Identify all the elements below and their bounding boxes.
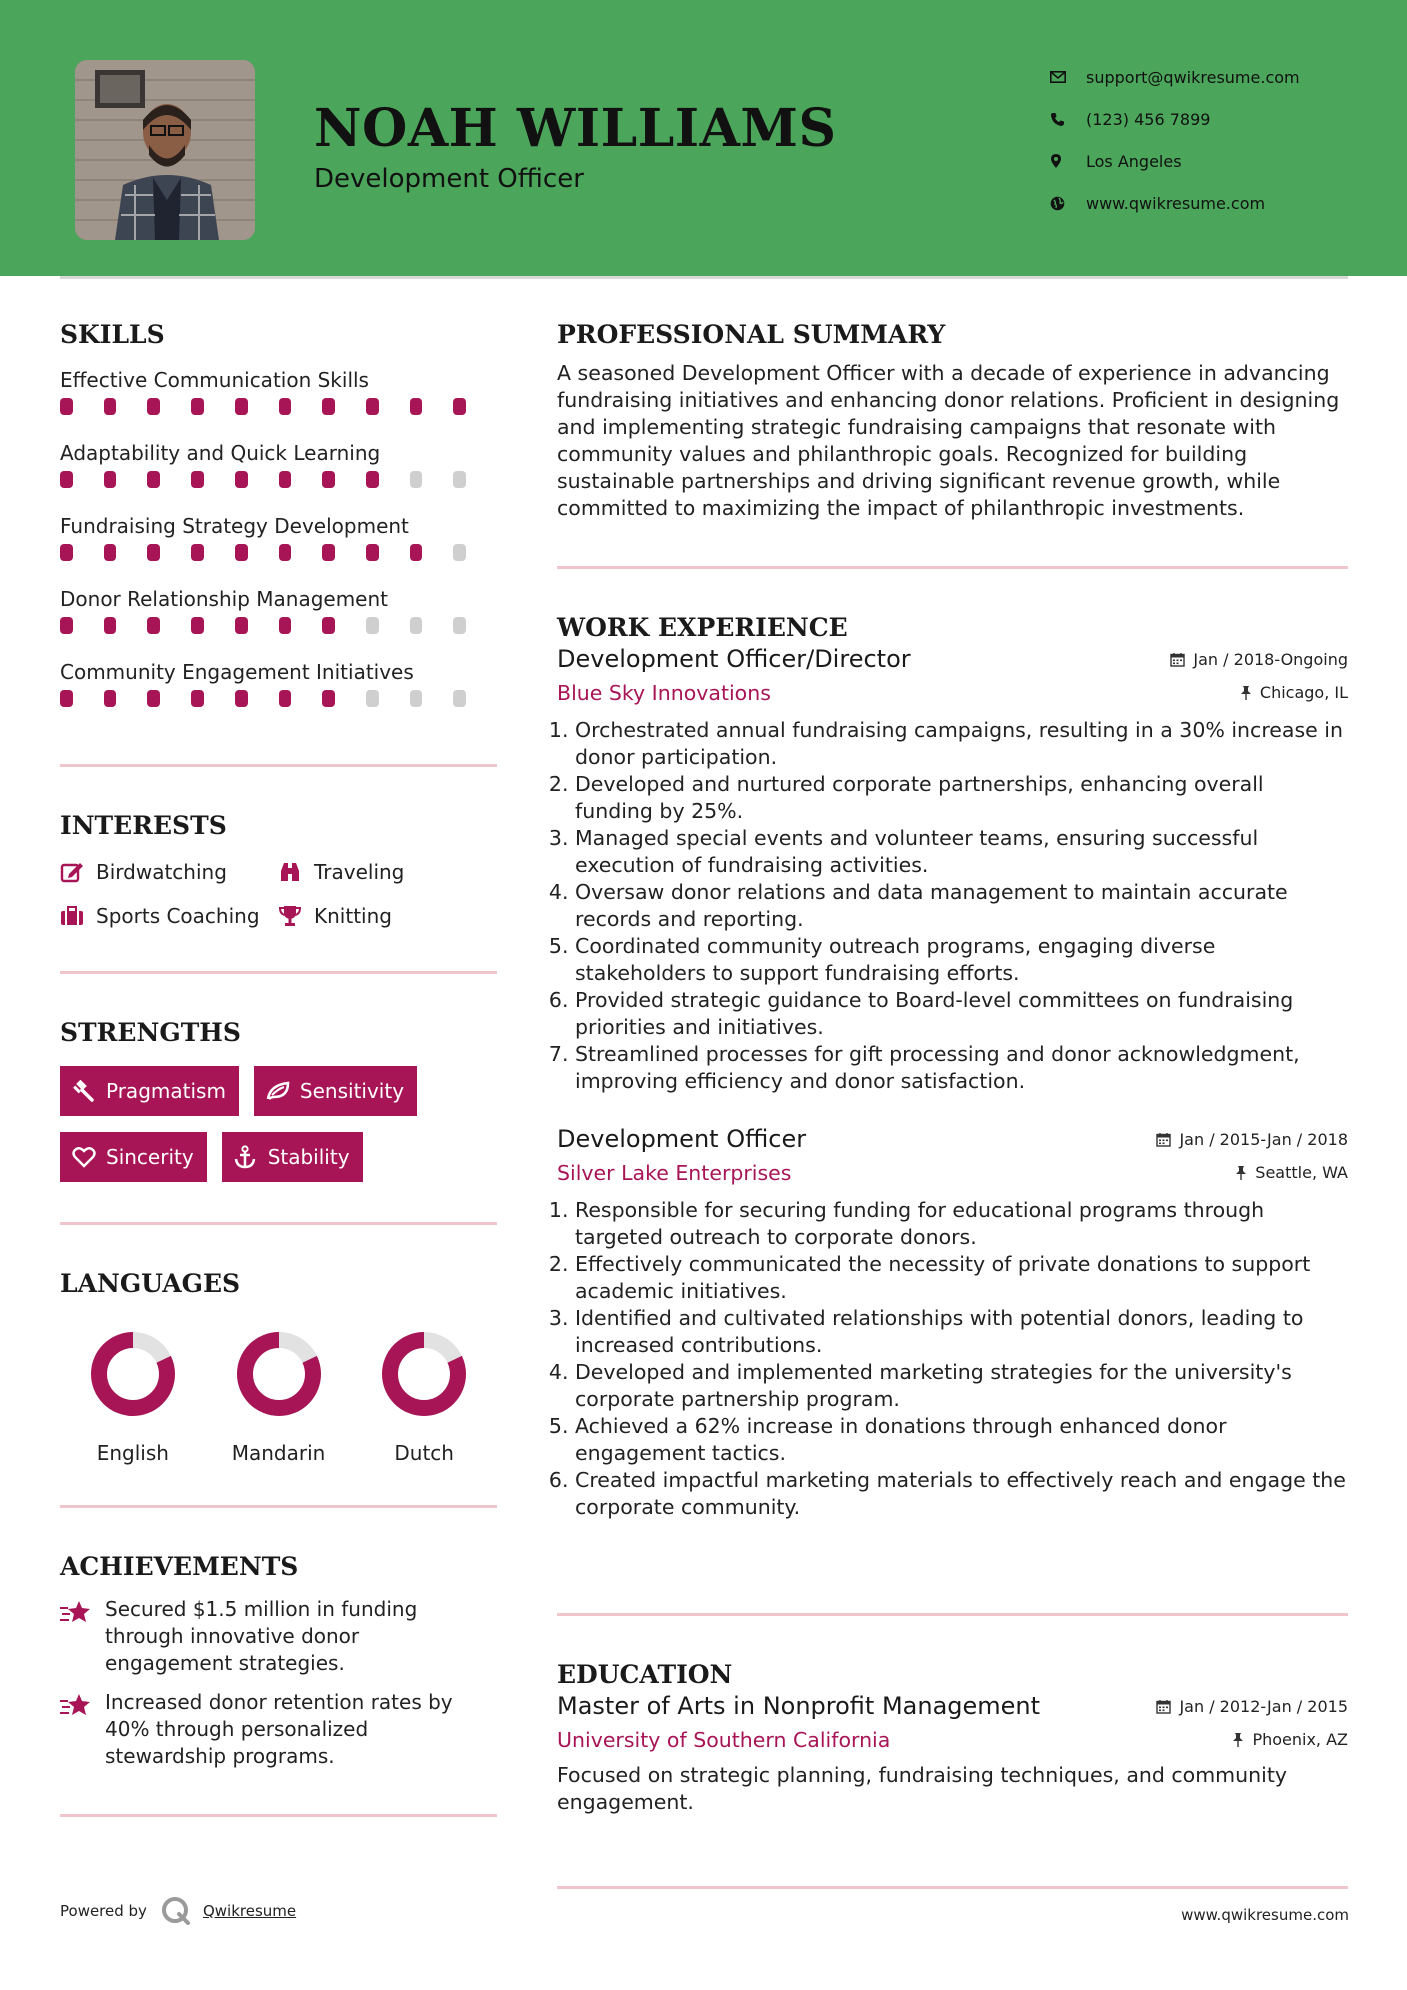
trophy-icon [278, 905, 314, 927]
strength-label: Sensitivity [299, 1079, 405, 1103]
rating-dot-filled [235, 690, 248, 707]
interest-item [278, 901, 488, 931]
language-item [60, 1329, 206, 1465]
calendar-icon [1170, 652, 1185, 667]
job-location [1240, 683, 1348, 702]
rating-dot-filled [147, 544, 160, 561]
rating-dot-empty [366, 617, 379, 634]
rating-dot-filled [366, 471, 379, 488]
resume-header [0, 0, 1407, 276]
job-header [557, 645, 1348, 673]
rating-dot-filled [191, 617, 204, 634]
rating-dot-filled [104, 617, 117, 634]
job-location-text: Chicago, IL [1259, 683, 1348, 702]
skill-rating [60, 617, 497, 634]
pushpin-icon [1235, 1165, 1247, 1180]
achievement-text: Increased donor retention rates by 40% through personalized stewardship programs. [105, 1690, 453, 1768]
summary-text: A seasoned Development Officer with a decade of experience in advancing fundraising initiatives and enhancing donor relations. Proficient in designing and implementing strategic fundraising campaigns that resonate with community values and philanthropic goals. Recognized for building sustainable partnerships and driving significant revenue growth, while committed to maximizing the impact of philanthropic investments. [557, 361, 1340, 520]
rating-dot-filled [279, 471, 292, 488]
education-location [1232, 1730, 1348, 1749]
rating-dot-empty [410, 690, 423, 707]
rating-dot-empty [366, 690, 379, 707]
footer-powered-by [60, 1896, 296, 1926]
envelope-icon [1050, 71, 1086, 83]
education-section [557, 1616, 1348, 1886]
star-icon [60, 1689, 105, 1770]
job-title: Development Officer [557, 1125, 807, 1153]
education-description: Focused on strategic planning, fundraising techniques, and community engagement. [557, 1763, 1288, 1814]
education-location-text: Phoenix, AZ [1252, 1730, 1348, 1749]
star-icon [60, 1596, 105, 1677]
powered-by-label: Powered by [60, 1902, 147, 1920]
language-level-ring [379, 1329, 469, 1419]
skill-item [60, 360, 497, 433]
rating-dot-filled [322, 544, 335, 561]
rating-dot-filled [60, 544, 73, 561]
rating-dot-empty [410, 617, 423, 634]
section-divider [60, 1814, 497, 1817]
rating-dot-filled [60, 617, 73, 634]
contact-phone[interactable] [1050, 98, 1300, 140]
language-name: Mandarin [231, 1441, 326, 1465]
language-item [206, 1329, 352, 1465]
strength-tag [60, 1066, 239, 1116]
rating-dot-filled [322, 617, 335, 634]
binoculars-icon [278, 861, 314, 883]
skill-rating [60, 690, 497, 707]
contact-website-text: www.qwikresume.com [1086, 193, 1266, 213]
experience-section [557, 569, 1348, 1613]
summary-title: PROFESSIONAL SUMMARY [557, 320, 946, 349]
rating-dot-filled [453, 398, 466, 415]
rating-dot-filled [104, 471, 117, 488]
strength-label: Sincerity [106, 1145, 194, 1169]
contact-location-text: Los Angeles [1086, 151, 1182, 171]
skills-section [60, 320, 497, 764]
rating-dot-filled [410, 544, 423, 561]
responsibility-item: 4. Oversaw donor relations and data management to maintain accurate records and reporting. [575, 879, 1348, 933]
job-dates [1156, 1130, 1348, 1149]
rating-dot-empty [410, 471, 423, 488]
pushpin-icon [1240, 685, 1252, 700]
achievement-item [60, 1596, 497, 1677]
education-subheader [557, 1728, 1348, 1752]
language-level-ring [88, 1329, 178, 1419]
job-location-text: Seattle, WA [1255, 1163, 1348, 1182]
rating-dot-filled [104, 398, 117, 415]
leaf-icon [266, 1081, 300, 1101]
interest-label: Knitting [314, 904, 392, 928]
phone-icon [1050, 112, 1086, 127]
skills-title: SKILLS [60, 320, 165, 349]
gavel-icon [72, 1080, 106, 1102]
rating-dot-filled [191, 544, 204, 561]
skills-list [60, 360, 497, 725]
globe-icon [1050, 196, 1086, 211]
rating-dot-filled [322, 471, 335, 488]
education-dates [1156, 1697, 1348, 1716]
responsibility-item: 2. Effectively communicated the necessity of private donations to support academic initiatives. [575, 1251, 1348, 1305]
contact-phone-text: (123) 456 7899 [1086, 109, 1211, 129]
rating-dot-filled [410, 398, 423, 415]
responsibility-item: 6. Created impactful marketing materials to effectively reach and engage the corporate community. [575, 1467, 1348, 1521]
strengths-list [60, 1066, 497, 1182]
candidate-name: NOAH WILLIAMS [314, 98, 837, 159]
job-dates [1170, 650, 1348, 669]
responsibility-item: 7. Streamlined processes for gift processing and donor acknowledgment, improving efficiency and donor satisfaction. [575, 1041, 1348, 1095]
edit-icon [60, 861, 96, 883]
strength-label: Pragmatism [106, 1079, 226, 1103]
rating-dot-empty [453, 471, 466, 488]
rating-dot-filled [60, 690, 73, 707]
rating-dot-filled [366, 544, 379, 561]
rating-dot-filled [322, 398, 335, 415]
rating-dot-empty [453, 690, 466, 707]
job-dates-text: Jan / 2018-Ongoing [1193, 650, 1348, 669]
calendar-icon [1156, 1699, 1171, 1714]
strength-tag [254, 1066, 417, 1116]
language-item [351, 1329, 497, 1465]
pushpin-icon [1232, 1732, 1244, 1747]
skill-item [60, 506, 497, 579]
rating-dot-filled [235, 617, 248, 634]
skill-item [60, 652, 497, 725]
job-responsibilities [557, 1197, 1348, 1521]
interests-list [60, 857, 497, 931]
rating-dot-filled [322, 690, 335, 707]
section-divider [557, 1886, 1348, 1889]
company-name: Silver Lake Enterprises [557, 1161, 792, 1185]
rating-dot-filled [147, 617, 160, 634]
strengths-section [60, 974, 497, 1222]
job-location [1235, 1163, 1348, 1182]
skill-name: Adaptability and Quick Learning [60, 441, 381, 465]
qwikresume-link[interactable]: Qwikresume [202, 1902, 297, 1920]
responsibility-item: 6. Provided strategic guidance to Board-level committees on fundraising priorities and initiatives. [575, 987, 1348, 1041]
rating-dot-empty [453, 617, 466, 634]
rating-dot-filled [147, 471, 160, 488]
skill-name: Donor Relationship Management [60, 587, 389, 611]
briefcase-icon [60, 906, 96, 926]
job-title: Development Officer/Director [557, 645, 911, 673]
skill-name: Fundraising Strategy Development [60, 514, 409, 538]
language-name: English [96, 1441, 169, 1465]
responsibility-item: 2. Developed and nurtured corporate partnerships, enhancing overall funding by 25%. [575, 771, 1348, 825]
education-dates-text: Jan / 2012-Jan / 2015 [1179, 1697, 1348, 1716]
interest-item [60, 901, 278, 931]
languages-list [60, 1329, 497, 1465]
achievement-text: Secured $1.5 million in funding through innovative donor engagement strategies. [105, 1597, 418, 1675]
responsibility-item: 4. Developed and implemented marketing strategies for the university's corporate partnership program. [575, 1359, 1348, 1413]
rating-dot-filled [235, 471, 248, 488]
education-title: EDUCATION [557, 1660, 733, 1689]
rating-dot-filled [279, 544, 292, 561]
job-header [557, 1125, 1348, 1153]
contact-website[interactable] [1050, 182, 1300, 224]
languages-title: LANGUAGES [60, 1269, 241, 1298]
rating-dot-filled [104, 690, 117, 707]
responsibility-item: 1. Responsible for securing funding for educational programs through targeted outreach to corporate donors. [575, 1197, 1348, 1251]
rating-dot-filled [147, 690, 160, 707]
rating-dot-filled [279, 617, 292, 634]
interest-label: Birdwatching [96, 860, 227, 884]
interests-section [60, 767, 497, 971]
strength-label: Stability [267, 1145, 350, 1169]
interests-title: INTERESTS [60, 811, 227, 840]
rating-dot-filled [235, 544, 248, 561]
job-subheader [557, 1161, 1348, 1185]
job-responsibilities [557, 717, 1348, 1095]
contact-list [1050, 56, 1300, 224]
interest-item [60, 857, 278, 887]
header-divider [60, 276, 1348, 279]
anchor-icon [234, 1145, 268, 1169]
rating-dot-filled [191, 690, 204, 707]
strength-tag [222, 1132, 363, 1182]
strengths-title: STRENGTHS [60, 1018, 241, 1047]
candidate-title: Development Officer [314, 164, 584, 194]
rating-dot-filled [366, 398, 379, 415]
contact-location [1050, 140, 1300, 182]
skill-name: Effective Communication Skills [60, 368, 369, 392]
rating-dot-filled [60, 398, 73, 415]
right-column [557, 320, 1348, 1889]
achievement-item [60, 1689, 497, 1770]
map-pin-icon [1050, 153, 1086, 169]
responsibility-item: 5. Coordinated community outreach programs, engaging diverse stakeholders to support fundraising efforts. [575, 933, 1348, 987]
skill-rating [60, 471, 497, 488]
interest-label: Traveling [314, 860, 405, 884]
rating-dot-filled [104, 544, 117, 561]
rating-dot-filled [235, 398, 248, 415]
skill-item [60, 579, 497, 652]
responsibility-item: 3. Managed special events and volunteer teams, ensuring successful execution of fundraising activities. [575, 825, 1348, 879]
degree-title: Master of Arts in Nonprofit Management [557, 1692, 1041, 1720]
contact-email-text: support@qwikresume.com [1086, 67, 1300, 87]
experience-title: WORK EXPERIENCE [557, 613, 848, 642]
rating-dot-filled [279, 398, 292, 415]
skill-rating [60, 544, 497, 561]
interest-item [278, 857, 488, 887]
rating-dot-empty [453, 544, 466, 561]
responsibility-item: 5. Achieved a 62% increase in donations through enhanced donor engagement tactics. [575, 1413, 1348, 1467]
language-level-ring [234, 1329, 324, 1419]
job-entry [557, 1125, 1348, 1521]
qwikresume-logo-icon [161, 1896, 191, 1926]
school-name: University of Southern California [557, 1728, 891, 1752]
rating-dot-filled [60, 471, 73, 488]
skill-item [60, 433, 497, 506]
interest-label: Sports Coaching [96, 904, 260, 928]
job-subheader [557, 681, 1348, 705]
rating-dot-filled [279, 690, 292, 707]
footer-url[interactable]: www.qwikresume.com [1181, 1906, 1349, 1924]
contact-email[interactable] [1050, 56, 1300, 98]
heart-icon [72, 1146, 106, 1168]
achievements-title: ACHIEVEMENTS [60, 1552, 299, 1581]
job-entry [557, 645, 1348, 1095]
rating-dot-filled [147, 398, 160, 415]
skill-name: Community Engagement Initiatives [60, 660, 414, 684]
strength-tag [60, 1132, 207, 1182]
job-dates-text: Jan / 2015-Jan / 2018 [1179, 1130, 1348, 1149]
education-header [557, 1692, 1348, 1720]
left-column [60, 320, 497, 1817]
responsibility-item: 3. Identified and cultivated relationships with potential donors, leading to increased contributions. [575, 1305, 1348, 1359]
summary-section [557, 320, 1348, 566]
skill-rating [60, 398, 497, 415]
language-name: Dutch [394, 1441, 454, 1465]
achievements-section [60, 1508, 497, 1814]
profile-photo [75, 60, 255, 240]
languages-section [60, 1225, 497, 1505]
rating-dot-filled [191, 398, 204, 415]
rating-dot-filled [191, 471, 204, 488]
responsibility-item: 1. Orchestrated annual fundraising campaigns, resulting in a 30% increase in donor participation. [575, 717, 1348, 771]
calendar-icon [1156, 1132, 1171, 1147]
company-name: Blue Sky Innovations [557, 681, 771, 705]
